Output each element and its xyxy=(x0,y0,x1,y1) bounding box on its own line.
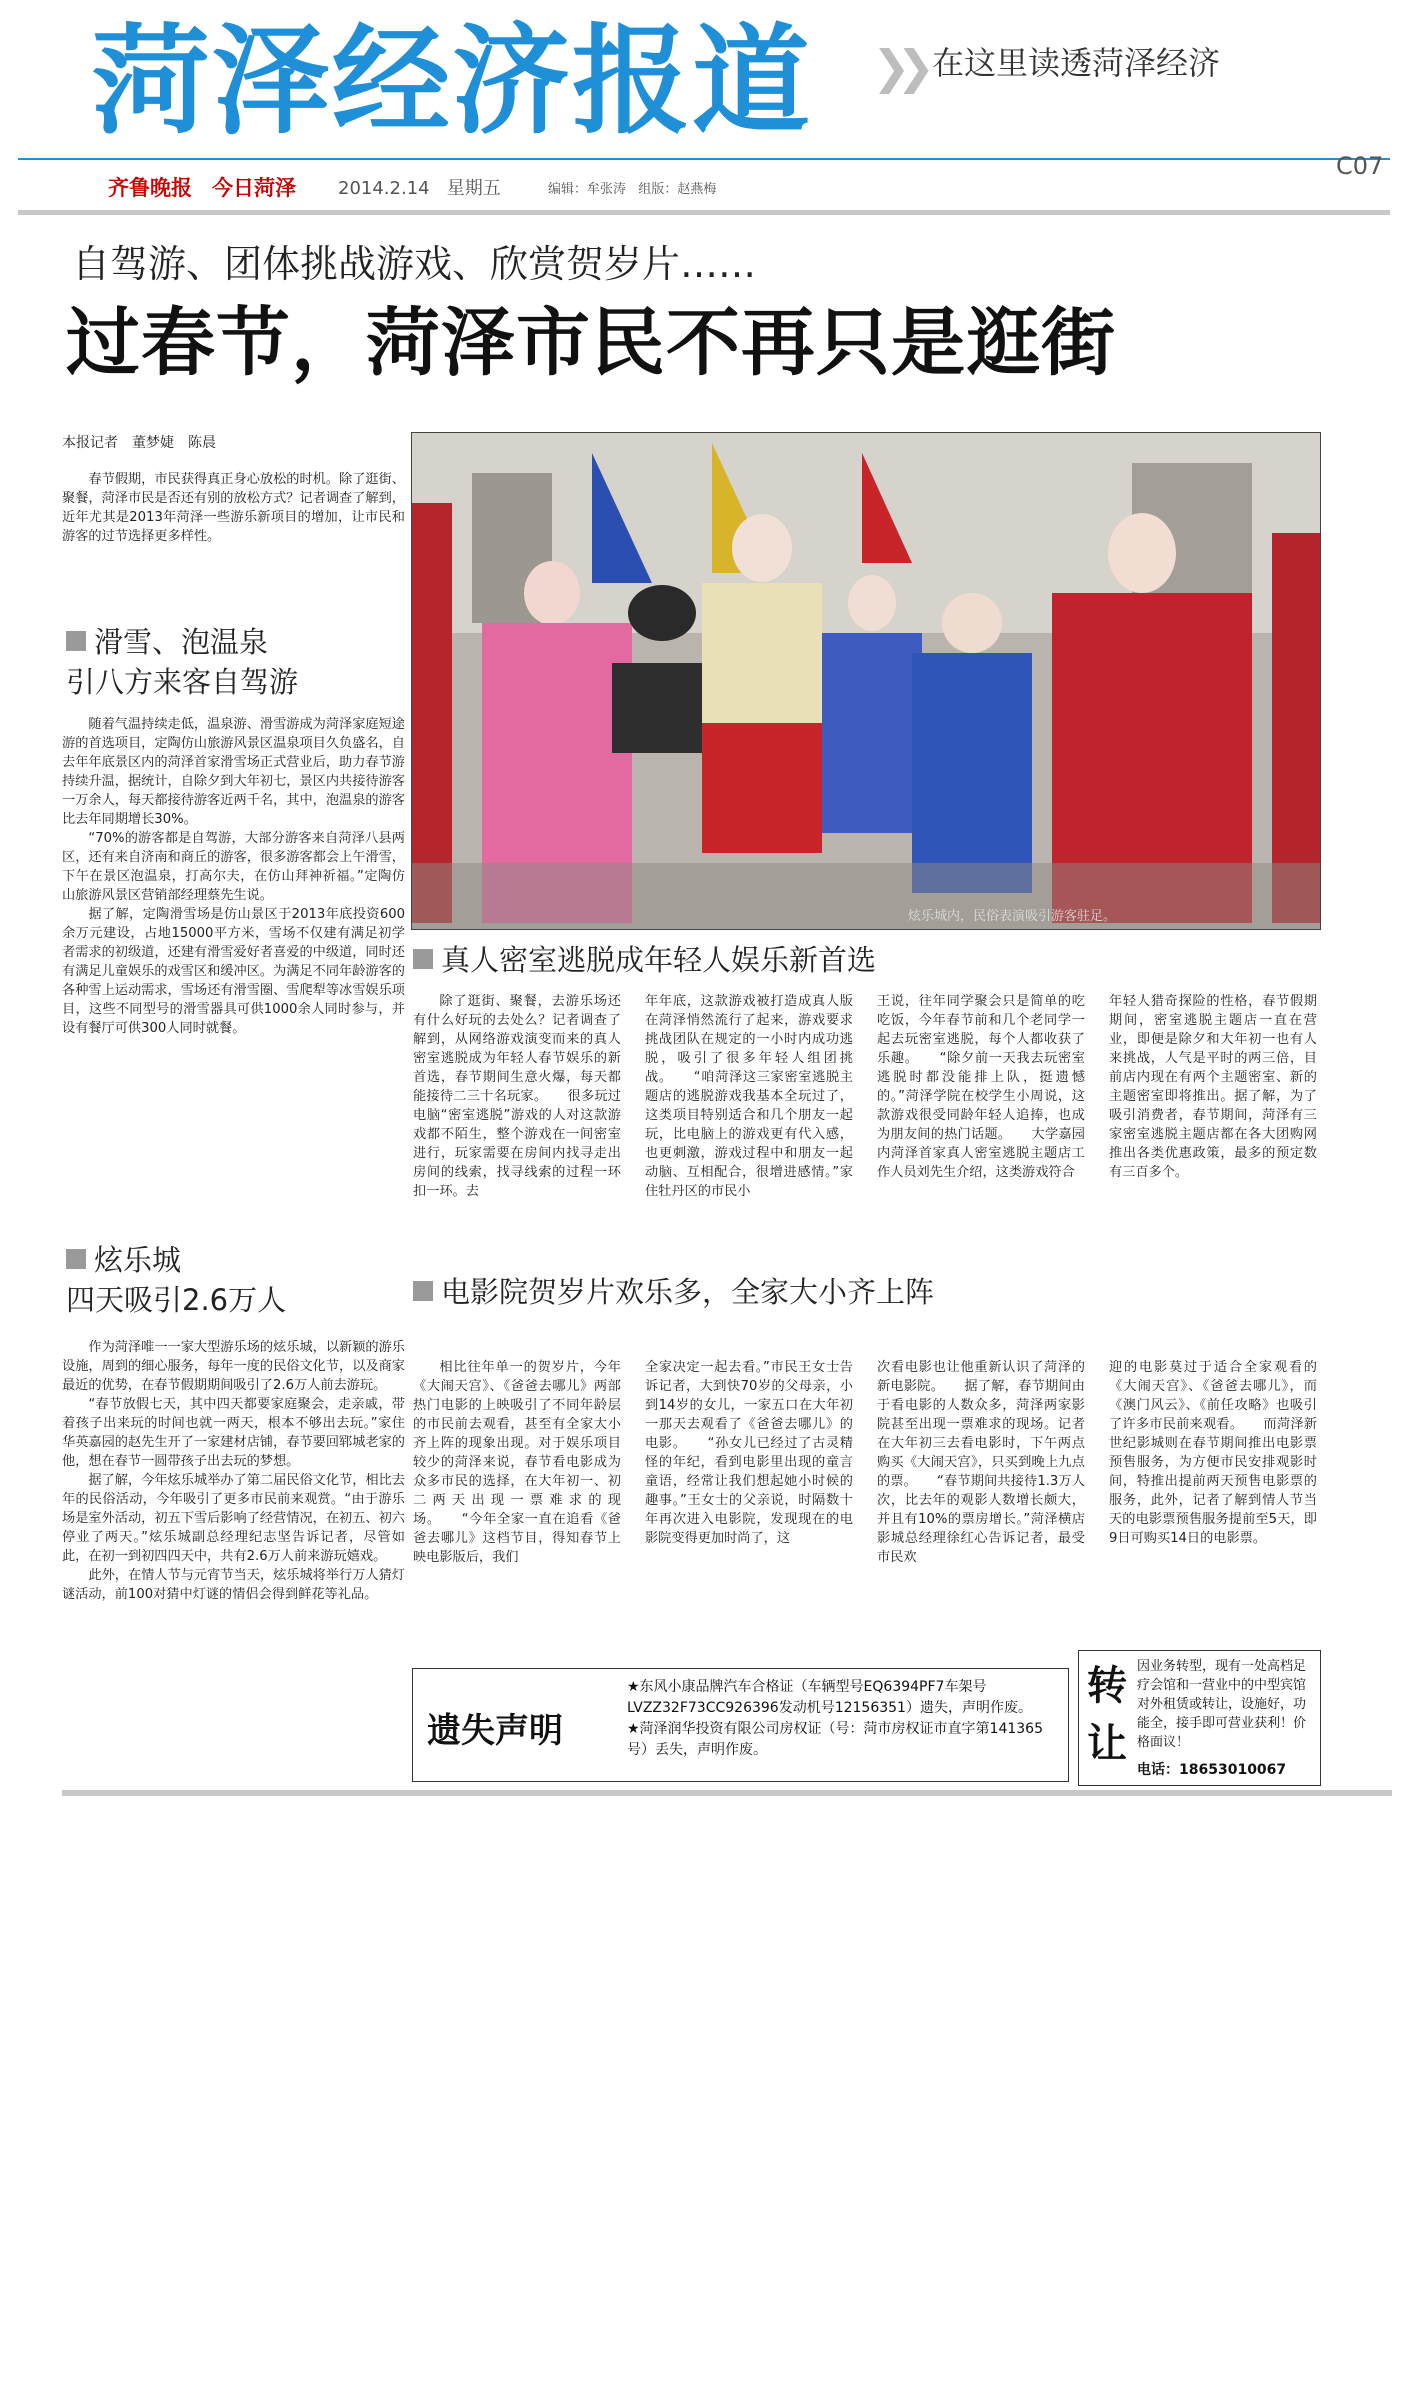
masthead-title: 菏泽经济报道 xyxy=(92,12,813,150)
chevron-right-icon: ❯❯ xyxy=(872,40,922,94)
transfer-phone: 电话：18653010067 xyxy=(1137,1762,1287,1778)
article-headline: 过春节，菏泽市民不再只是逛街 xyxy=(66,300,1116,386)
photo-caption: 炫乐城内，民俗表演吸引游客驻足。 xyxy=(908,909,1117,924)
section2-heading xyxy=(66,1240,286,1320)
section4-column-text: 迎的电影莫过于适合全家观看的《大闹天宫》、《爸爸去哪儿》，而《澳门风云》、《前任攻略》也吸引了许多市民前来观看。 而菏泽新世纪影城则在春节期间推出电影票预售服务，为方便市民安排观影时间，特推出提前两天预售电影票的服务，此外，记者了解到情人节当天的电影票预售服务提前至5天，即9日可购买14日的电影票。 xyxy=(1109,1360,1317,1546)
section3-column xyxy=(413,992,621,1201)
section2-body xyxy=(62,1338,405,1604)
lost-notice-item: ★东风小康品牌汽车合格证（车辆型号EQ6394PF7车架号LVZZ32F73CC926396发动机号12156351）遗失，声明作废。 xyxy=(627,1679,1032,1716)
section4-column-text: 全家决定一起去看。”市民王女士告诉记者，大到快70岁的父母亲，小到14岁的女儿，一家五口在大年初一那天去观看了《爸爸去哪儿》的电影。 “孙女儿已经过了古灵精怪的年纪，看到电影里出现的童言童语，经常让我们想起她小时候的趣事。”王女士的父亲说，时隔数十年再次进入电影院，发现现在的电影院变得更加时尚了，这 xyxy=(645,1360,853,1546)
article-kicker: 自驾游、团体挑战游戏、欣赏贺岁片…… xyxy=(72,242,757,286)
section1-title-line2: 引八方来客自驾游 xyxy=(66,665,299,699)
layout-editor: 组版：赵燕梅 xyxy=(638,182,717,197)
section1-title-line1: 滑雪、泡温泉 xyxy=(94,625,269,659)
section3-column-text: 年轻人猎奇探险的性格，春节假期期间，密室逃脱主题店一直在营业，即便是除夕和大年初一也有人来挑战，人气是平时的两三倍，目前店内现在有两个主题密室、新的主题密室即将推出。据了解，为了吸引消费者，春节期间，菏泽有三家密室逃脱主题店都在各大团购网推出各类优惠政策，最多的预定数有三百多个。 xyxy=(1109,994,1317,1180)
section4-column xyxy=(413,1358,621,1567)
masthead-rule xyxy=(18,158,1390,160)
page-number: C07 xyxy=(1336,152,1384,180)
transfer-title: 转让 xyxy=(1087,1663,1127,1767)
section1-heading xyxy=(66,622,298,702)
section2-paragraph: 作为菏泽唯一一家大型游乐场的炫乐城，以新颖的游乐设施，周到的细心服务，每年一度的民俗文化节，以及商家最近的优势，在春节假期期间吸引了2.6万人前去游玩。 xyxy=(62,1340,405,1393)
section3-column xyxy=(877,992,1085,1182)
bottom-divider xyxy=(62,1790,1392,1796)
article-byline: 本报记者 董梦婕 陈晨 xyxy=(62,435,216,451)
dateline xyxy=(338,174,501,200)
section4-column xyxy=(645,1358,853,1548)
section-marker-icon xyxy=(66,1249,86,1269)
section3-column-text: 年年底，这款游戏被打造成真人版在菏泽悄然流行了起来，游戏要求挑战团队在规定的一小时内成功逃脱，吸引了很多年轻人组团挑战。 “咱菏泽这三家密室逃脱主题店的逃脱游戏我基本全玩过了，这类项目特别适合和几个朋友一起玩，比电脑上的游戏更有代入感，也更刺激，游戏过程中和朋友一起动脑、互相配合，很增进感情。”家住牡丹区的市民小 xyxy=(645,994,853,1199)
transfer-body: 因业务转型，现有一处高档足疗会馆和一营业中的中型宾馆对外租赁或转让，设施好，功能全，接手即可营业获利！价格面议！ xyxy=(1137,1659,1307,1750)
section-marker-icon xyxy=(413,949,433,969)
lost-notice-item: ★菏泽润华投资有限公司房权证（号：菏市房权证市直字第141365号）丢失，声明作废。 xyxy=(627,1721,1043,1758)
section3-heading xyxy=(413,940,876,980)
section4-title: 电影院贺岁片欢乐多，全家大小齐上阵 xyxy=(441,1275,935,1309)
section-marker-icon xyxy=(66,631,86,651)
article-intro xyxy=(62,470,405,546)
section4-column-text: 次看电影也让他重新认识了菏泽的新电影院。 据了解，春节期间由于看电影的人数众多，菏泽两家影院甚至出现一票难求的现场。记者在大年初三去看电影时，下午两点购买《大闹天宫》，只买到晚上九点的票。 “春节期间共接待1.3万人次，比去年的观影人数增长颇大，并且有10%的票房增长。”菏泽横店影城总经理徐红心告诉记者，最受市民欢 xyxy=(877,1360,1085,1565)
lost-notice-body xyxy=(627,1677,1057,1761)
section2-paragraph: 此外，在情人节与元宵节当天，炫乐城将举行万人猜灯谜活动，前100对猜中灯谜的情侣会得到鲜花等礼品。 xyxy=(62,1568,405,1602)
brand-today-logo: 今日菏泽 xyxy=(212,176,296,200)
section4-column-text: 相比往年单一的贺岁片，今年《大闹天宫》、《爸爸去哪儿》两部热门电影的上映吸引了不同年龄层的市民前去观看，甚至有全家大小齐上阵的现象出现。对于娱乐项目较少的菏泽来说，春节看电影成为众多市民的选择，在大年初一、初二两天出现一票难求的现场。 “今年全家一直在追看《爸爸去哪儿》这档节目，得知春节上映电影版后，我们 xyxy=(413,1360,621,1565)
transfer-ad xyxy=(1078,1650,1321,1786)
section-marker-icon xyxy=(413,1281,433,1301)
section3-column-text: 除了逛街、聚餐，去游乐场还有什么好玩的去处么？记者调查了解到，从网络游戏演变而来的真人密室逃脱成为年轻人春节娱乐的新首选，春节期间生意火爆，每天都能接待二三十名玩家。 很多玩过电脑“密室逃脱”游戏的人对这款游戏都不陌生，整个游戏在一间密室进行，玩家需要在房间内找寻走出房间的线索，找寻线索的过程一环扣一环。去 xyxy=(413,994,621,1199)
section3-column xyxy=(1109,992,1317,1182)
section2-paragraph: 据了解，今年炫乐城举办了第二届民俗文化节，相比去年的民俗活动，今年吸引了更多市民前来观赏。“由于游乐场是室外活动，初五下雪后影响了经营情况，在初五、初六停业了两天。”炫乐城副总经理纪志坚告诉记者，尽管如此，在初一到初四四天中，共有2.6万人前来游玩嬉戏。 xyxy=(62,1473,405,1564)
section2-title-line2: 四天吸引2.6万人 xyxy=(66,1283,287,1317)
section2-paragraph: “春节放假七天，其中四天都要家庭聚会，走亲戚，带着孩子出来玩的时间也就一两天，根本不够出去玩。”家住华英嘉园的赵先生开了一家建材店铺，春节要回郓城老家的他，想在春节一圆带孩子出去玩的梦想。 xyxy=(62,1397,405,1469)
editor-credits xyxy=(548,178,716,197)
section4-column xyxy=(877,1358,1085,1567)
header-divider xyxy=(18,210,1390,215)
issue-date: 2014.2.14 xyxy=(338,178,430,199)
brand-qilu-logo: 齐鲁晚报 xyxy=(108,175,192,200)
section2-title-line1: 炫乐城 xyxy=(94,1243,182,1277)
section1-paragraph: 据了解，定陶滑雪场是仿山景区于2013年底投资600余万元建设，占地15000平方米，雪场不仅建有满足初学者需求的初级道，还建有滑雪爱好者喜爱的中级道，同时还有满足儿童娱乐的戏雪区和缓冲区。为满足不同年龄游客的各种雪上运动需求，雪场还有滑雪圈、雪爬犁等冰雪娱乐项目，这些不同型号的滑雪器具可供1000余人同时参与，并设有餐厅可供300人同时就餐。 xyxy=(62,907,405,1036)
lost-notice-title: 遗失声明 xyxy=(427,1711,563,1751)
editor: 编辑：牟张涛 xyxy=(548,182,627,197)
lost-notice-ad xyxy=(412,1668,1069,1782)
intro-paragraph: 春节假期，市民获得真正身心放松的时机。除了逛街、聚餐，菏泽市民是否还有别的放松方式？记者调查了解到，近年尤其是2013年菏泽一些游乐新项目的增加，让市民和游客的过节选择更多样性。 xyxy=(62,472,405,544)
section1-body xyxy=(62,715,405,1038)
section1-paragraph: 随着气温持续走低，温泉游、滑雪游成为菏泽家庭短途游的首选项目，定陶仿山旅游风景区温泉项目久负盛名，自去年年底景区内的菏泽首家滑雪场正式营业后，助力春节游持续升温，据统计，自除夕到大年初七，景区内共接待游客一万余人，每天都接待游客近两千名，其中，泡温泉的游客比去年同期增长30%。 xyxy=(62,717,405,827)
issue-weekday: 星期五 xyxy=(446,178,501,199)
section3-column-text: 王说，往年同学聚会只是简单的吃吃饭，今年春节前和几个老同学一起去玩密室逃脱，每个人都收获了乐趣。 “除夕前一天我去玩密室逃脱时都没能排上队，挺遗憾的。”菏泽学院在校学生小周说，这款游戏很受同龄年轻人追捧，也成为朋友间的热门话题。 大学嘉园内菏泽首家真人密室逃脱主题店工作人员刘先生介绍，这类游戏符合 xyxy=(877,994,1085,1180)
section3-title: 真人密室逃脱成年轻人娱乐新首选 xyxy=(441,943,877,977)
section1-paragraph: “70%的游客都是自驾游，大部分游客来自菏泽八县两区，还有来自济南和商丘的游客，很多游客都会上午滑雪，下午在景区泡温泉，打高尔夫，在仿山拜神祈福。”定陶仿山旅游风景区营销部经理蔡先生说。 xyxy=(62,831,405,903)
section4-column xyxy=(1109,1358,1317,1548)
festival-photo-illustration xyxy=(412,433,1320,929)
section4-heading xyxy=(413,1272,934,1312)
festival-photo xyxy=(411,432,1321,930)
masthead-slogan: 在这里读透菏泽经济 xyxy=(932,44,1221,82)
section3-column xyxy=(645,992,853,1201)
